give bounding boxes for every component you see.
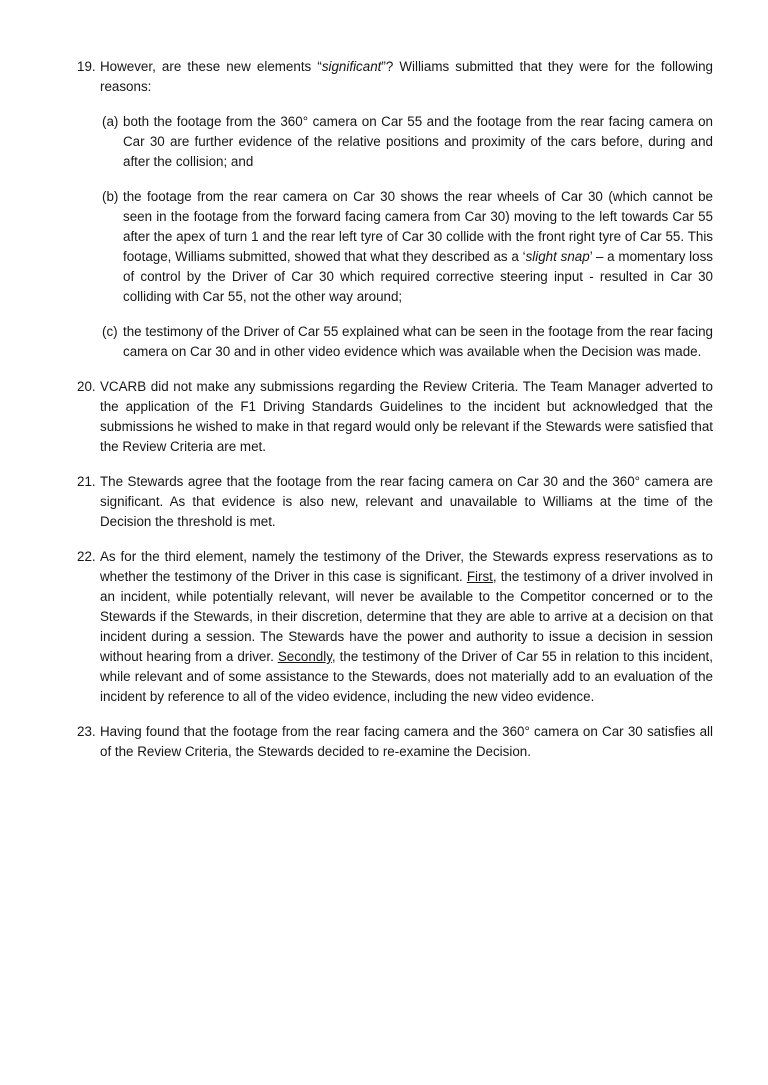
text-segment-underline: First [466,569,493,584]
sub-item [102,322,713,362]
text-segment-normal: The Stewards agree that the footage from the rear facing camera on Car 30 and the 360° camera are significant. As that evidence is also new, relevant and unavailable to Williams at the time of the Decision the threshold is met. [100,474,713,529]
paragraph-label: (c) [102,324,118,339]
text-segment-normal: Having found that the footage from the rear facing camera and the 360° camera on Car 30 satisfies all of the Review Criteria, the Stewards decided to re-examine the Decision. [100,724,713,759]
text-segment-normal: , the testimony of the Driver of Car 55 in relation to this incident, while relevant and of some assistance to the Stewards, does not materially add to an evaluation of the incident by reference to all of the video evidence, including the new video evidence. [100,649,713,704]
text-segment-normal: However, are these new elements “ [100,59,322,74]
document-body [77,57,713,762]
sub-item [102,187,713,307]
paragraph-text [100,722,713,762]
sub-item [102,112,713,172]
text-segment-normal: , the testimony of a driver involved in an incident, while potentially relevant, will never be available to the Competitor concerned or to the Stewards if the Stewards, in their discretion, determine that they are able to arrive at a decision on that incident during a session. The Stewards have the power and authority to issue a decision in session without hearing from a driver. [100,569,713,664]
paragraph-text [100,57,713,97]
paragraph-text [123,112,713,172]
paragraph-label: 20. [77,379,96,394]
paragraph [77,472,713,532]
text-segment-underline: Secondly [277,649,332,664]
paragraph-label: 21. [77,474,96,489]
text-segment-normal: As for the third element, namely the testimony of the Driver, the Stewards express reservations as to whether the testimony of the Driver in this case is significant. [100,549,713,584]
paragraph-text [100,472,713,532]
paragraph-label: (b) [102,189,119,204]
paragraph-text [123,187,713,307]
paragraph-text [123,322,713,362]
paragraph [77,547,713,707]
text-segment-normal: ’ – a momentary loss of control by the Driver of Car 30 which required corrective steering input - resulted in Car 30 colliding with Car 55, not the other way around; [123,249,713,304]
text-segment-italic: significant [321,59,382,74]
paragraph-label: 19. [77,59,96,74]
text-segment-normal: the footage from the rear camera on Car 30 shows the rear wheels of Car 30 (which cannot be seen in the footage from the forward facing camera from Car 30) moving to the left towards Car 55 after the apex of turn 1 and the rear left tyre of Car 30 collide with the front right tyre of Car 55. This footage, Williams submitted, showed that what they described as a ‘ [123,189,713,264]
paragraph-text [100,547,713,707]
text-segment-normal: the testimony of the Driver of Car 55 explained what can be seen in the footage from the rear facing camera on Car 30 and in other video evidence which was available when the Decision was made. [123,324,713,359]
paragraph-label: 22. [77,549,96,564]
paragraph-label: 23. [77,724,96,739]
paragraph [77,722,713,762]
paragraph-text [100,377,713,457]
text-segment-normal: both the footage from the 360° camera on Car 55 and the footage from the rear facing camera on Car 30 are further evidence of the relative positions and proximity of the cars before, during and after the collision; and [123,114,713,169]
text-segment-italic: slight snap [525,249,590,264]
paragraph-label: (a) [102,114,119,129]
paragraph [77,377,713,457]
text-segment-normal: VCARB did not make any submissions regarding the Review Criteria. The Team Manager adverted to the application of the F1 Driving Standards Guidelines to the incident but acknowledged that the submissions he wished to make in that regard would only be relevant if the Stewards were satisfied that the Review Criteria are met. [100,379,713,454]
text-segment-normal: ”? Williams submitted that they were for the following reasons: [100,59,714,94]
paragraph [77,57,713,97]
